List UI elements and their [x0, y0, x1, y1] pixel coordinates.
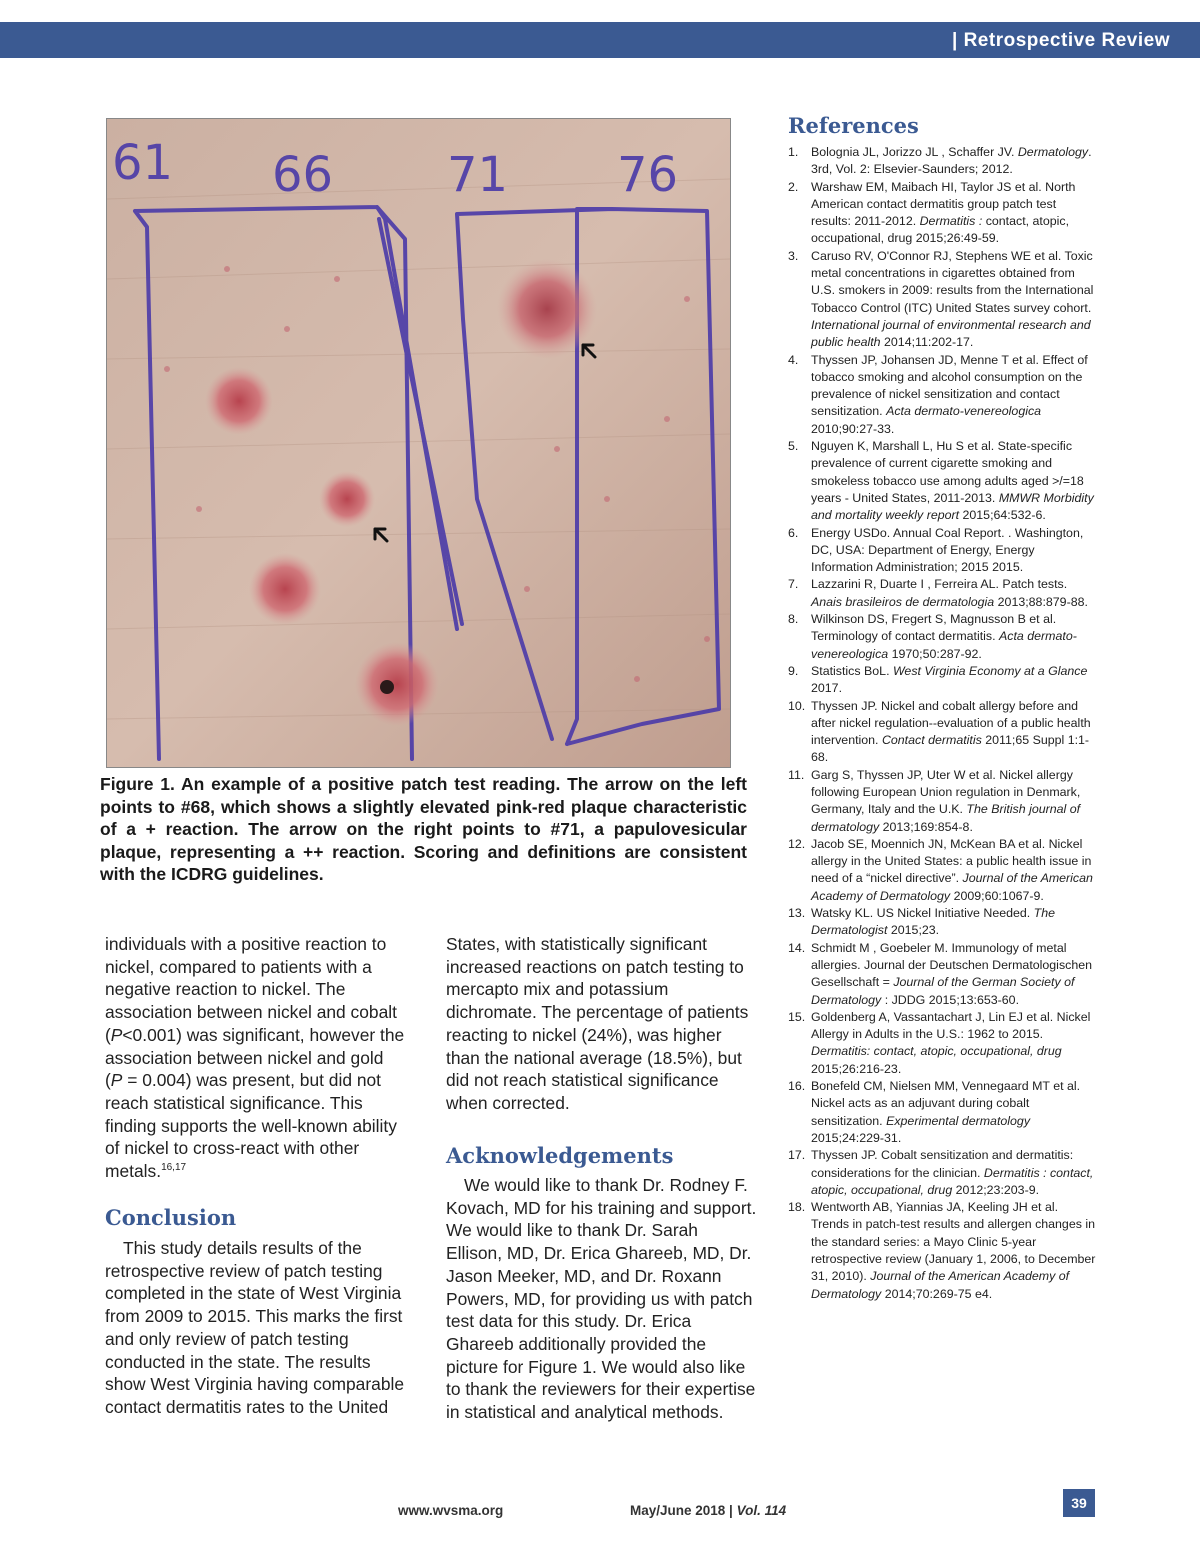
reference-text: 2013;88:879-88. — [994, 594, 1088, 609]
reference-journal: Acta dermato-venereologica — [886, 404, 1042, 419]
reference-text: Schmidt M , Goebeler M. Immunology of metal allergies. Journal der Deutschen Dermatologischen Gesellschaft = — [811, 940, 1093, 990]
body-paragraph: States, with statistically significant increased reactions on patch testing to mercapto mix and potassium dichromate. The percentage of patients reacting to nickel (24%), was higher than the national average (18.5%), but did not reach statistical significance when corrected. — [446, 934, 749, 1113]
reference-text: Jacob SE, Moennich JN, McKean BA et al. Nickel allergy in the United States: a public health issue in need of a “nickel directive”. — [811, 836, 1092, 886]
body-paragraph — [105, 933, 405, 1183]
reference-number: 12. — [788, 836, 806, 851]
reaction-spot — [249, 553, 321, 625]
reference-number: 11. — [788, 767, 805, 782]
reference-text: 2012;23:203-9. — [952, 1182, 1040, 1197]
reference-text: 2014;70:269-75 e4. — [881, 1286, 993, 1301]
reference-number: 16. — [788, 1079, 806, 1094]
reference-number: 14. — [788, 940, 806, 955]
reference-item — [788, 438, 1098, 524]
reference-text: Watsky KL. US Nickel Initiative Needed. — [811, 906, 1034, 921]
body-column-1 — [105, 933, 405, 1183]
reference-text: Lazzarini R, Duarte I , Ferreira AL. Patch tests. — [811, 577, 1068, 592]
body-paragraph: We would like to thank Dr. Rodney F. Kovach, MD for his training and support. We would like to thank Dr. Sarah Ellison, MD, Dr. Erica Ghareeb, MD, Dr. Jason Meeker, MD, and Dr. Roxann Powers, MD, for providing us with patch test data for this study. Dr. Erica Ghareeb additionally provided the picture for Figure 1. We would also like to thank the reviewers for their expertise in statistical and analytical methods. — [446, 1175, 757, 1423]
reference-number: 8. — [788, 612, 799, 627]
reaction-spot — [205, 367, 273, 435]
reference-text: Thyssen JP, Johansen JD, Menne T et al. Effect of tobacco smoking and alcohol consumption on the prevalence of nickel sensitization and contact sensitization. — [811, 352, 1088, 419]
reference-text: contact, atopic, occupational, drug 2015;26:49-59. — [811, 214, 1070, 246]
reference-journal: Anais brasileiros de dermatologia — [811, 594, 995, 609]
reference-text: 2017. — [811, 681, 843, 696]
reference-text: 2009;60:1067-9. — [950, 888, 1044, 903]
reference-journal: Experimental dermatology — [886, 1113, 1031, 1128]
reference-text: Bonefeld CM, Nielsen MM, Vennegaard MT et al. Nickel acts as an adjuvant during cobalt sensitization. — [811, 1079, 1081, 1128]
reference-item — [788, 1009, 1098, 1078]
footer-url: www.wvsma.org — [398, 1503, 504, 1518]
reference-item — [788, 144, 1098, 179]
reference-number: 9. — [788, 663, 799, 678]
reference-item — [788, 767, 1098, 836]
reference-text: 2015;64:532-6. — [959, 508, 1046, 523]
reference-journal: Acta dermato-venereologica — [811, 629, 1077, 661]
reference-item — [788, 248, 1098, 352]
reference-number: 18. — [788, 1200, 806, 1215]
reference-item — [788, 940, 1098, 1009]
reference-text: Bolognia JL, Jorizzo JL , Schaffer JV. — [811, 145, 1018, 159]
reference-item — [788, 905, 1098, 940]
reference-journal: Contact dermatitis — [881, 733, 982, 748]
label-61: 61 — [112, 135, 174, 191]
reference-text: 1970;50:287-92. — [888, 646, 982, 661]
reference-text: Garg S, Thyssen JP, Uter W et al. Nickel allergy following European Union regulation in Denmark, Germany, Italy and the U.K. — [811, 767, 1081, 817]
reference-number: 5. — [788, 439, 799, 454]
reference-text: . 3rd, Vol. 2: Elsevier-Saunders; 2012. — [811, 145, 1092, 177]
reference-text: Energy USDo. Annual Coal Report. . Washington, DC, USA: Department of Energy, Energy Information Administration; 2015 2015. — [811, 525, 1084, 575]
reference-number: 3. — [788, 248, 799, 263]
reference-item — [788, 611, 1098, 663]
reference-text: Warshaw EM, Maibach HI, Taylor JS et al. North American contact dermatitis group patch test results: 2011-2012. — [811, 179, 1076, 229]
text-run: individuals with a positive reaction to nickel, compared to patients with a negative reaction to nickel. The association between nickel and cobalt ( — [105, 934, 397, 1045]
reference-number: 6. — [788, 525, 799, 540]
figure-caption: Figure 1. An example of a positive patch test reading. The arrow on the left points to #68, which shows a slightly elevated pink-red plaque characteristic of a + reaction. The arrow on the right points to #71, a papulovesicular plaque, representing a ++ reaction. Scoring and definitions are consistent with the ICDRG guidelines. — [100, 774, 747, 884]
section-title: | Retrospective Review — [951, 30, 1170, 51]
body-paragraph: This study details results of the retrospective review of patch testing completed in the state of West Virginia from 2009 to 2015. This marks the first and only review of patch testing conducted in the state. The results show West Virginia having comparable contact dermatitis rates to the United — [105, 1238, 405, 1417]
reference-text: 2015;23. — [887, 923, 940, 938]
references-heading: References — [788, 113, 919, 138]
patch-test-illustration — [107, 119, 730, 767]
header-bar — [0, 22, 1200, 58]
scab-mark — [380, 680, 394, 694]
reference-journal: Dermatitis : contact, atopic, occupational, drug — [811, 1165, 1094, 1197]
reaction-spot — [319, 471, 375, 527]
reference-journal: Dermatology — [1017, 145, 1089, 159]
reference-number: 13. — [788, 906, 806, 921]
citation-superscript: 16,17 — [161, 1162, 187, 1174]
reference-text: Thyssen JP. Cobalt sensitization and dermatitis: considerations for the clinician. — [811, 1148, 1074, 1180]
reference-journal: MMWR Morbidity and mortality weekly report — [811, 490, 1094, 523]
issue-volume: Vol. 114 — [736, 1503, 787, 1518]
reference-text: 2010;90:27-33. — [811, 421, 895, 436]
reference-journal: Journal of the American Academy of Dermatology — [811, 871, 1093, 903]
reference-text: Wentworth AB, Yiannias JA, Keeling JH et al. Trends in patch-test results and allergen changes in the standard series: a Mayo Clinic 5-year retrospective review (January 1, 2006, to December 31, 2010). — [811, 1200, 1096, 1284]
reference-text: 2011;65 Suppl 1:1-68. — [811, 733, 1090, 765]
acknowledgements-heading: Acknowledgements — [446, 1143, 674, 1168]
label-71: 71 — [447, 147, 509, 203]
reference-number: 10. — [788, 698, 806, 713]
reference-text: 2014;11:202-17. — [880, 335, 974, 350]
reference-item — [788, 179, 1098, 248]
reaction-spot — [355, 642, 439, 726]
reference-journal: Dermatitis: contact, atopic, occupational, drug — [811, 1044, 1062, 1059]
reference-list — [788, 144, 1098, 1303]
reference-journal: The Dermatologist — [811, 906, 1056, 938]
text-run: = 0.004) was present, but did not reach statistical significance. This finding supports the well-known ability of nickel to cross-react with other metals. — [105, 1070, 397, 1182]
reference-journal: Journal of the American Academy of Dermatology — [811, 1269, 1070, 1301]
reference-item — [788, 1078, 1098, 1147]
reference-text: : JDDG 2015;13:653-60. — [881, 992, 1020, 1007]
body-column-2 — [446, 933, 758, 1115]
reference-item — [788, 576, 1098, 611]
text-run: P — [110, 1070, 123, 1091]
reference-item — [788, 1199, 1098, 1303]
reference-item — [788, 1147, 1098, 1199]
reference-text: Thyssen JP. Nickel and cobalt allergy before and after nickel regulation--evaluation of a public health intervention. — [811, 698, 1091, 748]
text-run: <0.001) was significant, however the association between nickel and gold ( — [105, 1024, 405, 1091]
reference-journal: West Virginia Economy at a Glance — [892, 663, 1088, 678]
label-66: 66 — [272, 147, 334, 203]
reference-number: 4. — [788, 352, 799, 367]
reference-item — [788, 663, 1098, 698]
reference-text: 2015;26:216-23. — [811, 1061, 902, 1076]
label-76: 76 — [617, 147, 679, 203]
acknowledgements-body — [446, 1174, 758, 1424]
reference-text: Statistics BoL. — [811, 663, 893, 678]
issue-date: May/June 2018 | — [630, 1503, 737, 1518]
reference-text: Nguyen K, Marshall L, Hu S et al. State-specific prevalence of current cigarette smoking and smokeless tobacco use among adults aged >/=18 years - United States, 2011-2013. — [811, 439, 1084, 505]
reference-text: 2015;24:229-31. — [811, 1130, 902, 1145]
footer-issue — [630, 1503, 786, 1518]
reference-number: 17. — [788, 1148, 806, 1163]
reference-number: 1. — [788, 145, 799, 159]
reference-text: Goldenberg A, Vassantachart J, Lin EJ et al. Nickel Allergy in Adults in the U.S.: 1962 to 2015. — [811, 1009, 1091, 1042]
reference-item — [788, 836, 1098, 905]
reference-item — [788, 352, 1098, 438]
patch-test-photo — [106, 118, 731, 768]
conclusion-heading: Conclusion — [105, 1205, 237, 1230]
conclusion-body — [105, 1237, 405, 1419]
reference-journal: International journal of environmental research and public health — [811, 317, 1091, 350]
page-number: 39 — [1063, 1489, 1095, 1517]
reference-text: Wilkinson DS, Fregert S, Magnusson B et al. Terminology of contact dermatitis. — [811, 612, 1057, 644]
reference-item — [788, 525, 1098, 577]
reference-number: 7. — [788, 577, 799, 592]
reference-journal: Journal of the German Society of Dermatology — [811, 975, 1075, 1007]
reference-number: 2. — [788, 179, 799, 194]
text-run: P — [110, 1024, 123, 1045]
reference-number: 15. — [788, 1009, 806, 1024]
reference-journal: Dermatitis : — [919, 214, 983, 229]
reference-journal: The British journal of dermatology — [811, 802, 1081, 834]
reference-text: Caruso RV, O'Connor RJ, Stephens WE et al. Toxic metal concentrations in cigarettes obtained from U.S. smokers in 2009: results from the International Tobacco Control (ITC) United States survey cohort. — [811, 248, 1094, 315]
reference-text: 2013;169:854-8. — [879, 819, 973, 834]
reference-item — [788, 698, 1098, 767]
